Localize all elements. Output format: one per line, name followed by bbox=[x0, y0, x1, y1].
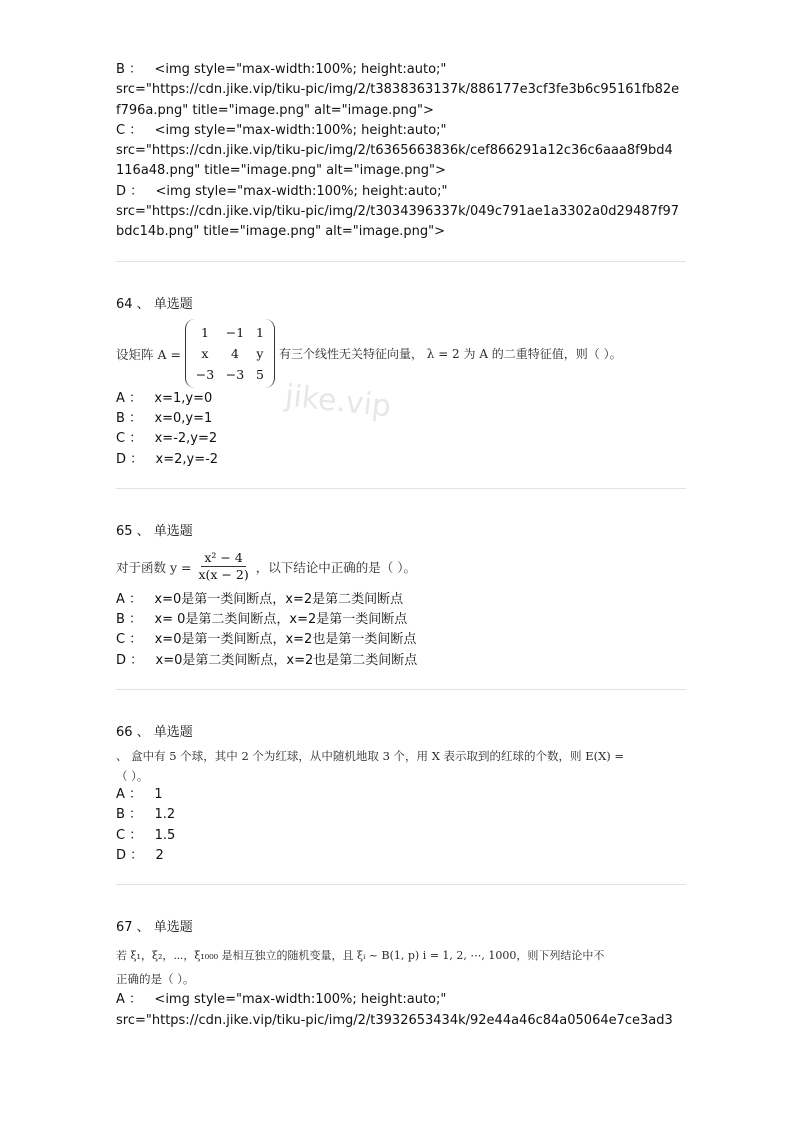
matrix-cell: 5 bbox=[255, 367, 264, 383]
divider bbox=[116, 884, 686, 885]
option-d-line: D ： <img style="max-width:100%; height:auto;" bbox=[116, 183, 448, 199]
question-67 bbox=[116, 918, 686, 1031]
matrix-a bbox=[185, 319, 275, 388]
question-stem: 、 盒中有 5 个球，其中 2 个为红球，从中随机地取 3 个，用 X 表示取到的红球的个数，则 E(X) = bbox=[116, 749, 625, 764]
option-b[interactable]: B ： x=0,y=1 bbox=[116, 410, 213, 426]
question-63-options bbox=[116, 60, 686, 243]
question-stem bbox=[116, 319, 686, 389]
option-b[interactable]: B ： 1.2 bbox=[116, 807, 176, 823]
fraction-numerator: x² − 4 bbox=[201, 550, 245, 567]
option-a-line[interactable]: A ： <img style="max-width:100%; height:auto;" bbox=[116, 992, 447, 1008]
stem-prefix: 对于函数 y = bbox=[116, 559, 192, 575]
option-b-line: src="https://cdn.jike.vip/tiku-pic/img/2/t3838363137k/886177e3cf3fe3b6c95161fb82e bbox=[116, 82, 680, 98]
question-header: 66 、 单选题 bbox=[116, 725, 193, 741]
option-c-line: 116a48.png" title="image.png" alt="image.png"> bbox=[116, 163, 446, 179]
matrix-cell: x bbox=[201, 346, 209, 362]
question-header: 65 、 单选题 bbox=[116, 523, 193, 539]
option-a[interactable]: A ： x=1,y=0 bbox=[116, 390, 213, 406]
option-a-line[interactable]: src="https://cdn.jike.vip/tiku-pic/img/2/t3932653434k/92e44a46c84a05064e7ce3ad3 bbox=[116, 1012, 673, 1028]
matrix-cell: −1 bbox=[225, 325, 245, 341]
question-header: 64 、 单选题 bbox=[116, 296, 193, 312]
option-a[interactable]: A ： x=0是第一类间断点，x=2是第二类间断点 bbox=[116, 591, 404, 607]
option-d[interactable]: D ： x=0是第二类间断点，x=2也是第二类间断点 bbox=[116, 652, 418, 668]
fraction-denominator: x(x − 2) bbox=[198, 567, 249, 583]
stem-suffix: ，以下结论中正确的是（ ）。 bbox=[255, 559, 416, 575]
matrix-cell: 1 bbox=[255, 325, 264, 341]
divider bbox=[116, 689, 686, 690]
option-d[interactable]: D ： 2 bbox=[116, 847, 164, 863]
stem-prefix: 设矩阵 A = bbox=[116, 346, 181, 362]
option-c-line: C ： <img style="max-width:100%; height:auto;" bbox=[116, 122, 447, 138]
option-d[interactable]: D ： x=2,y=-2 bbox=[116, 451, 219, 467]
matrix-cell: −3 bbox=[195, 367, 215, 383]
option-a[interactable]: A ： 1 bbox=[116, 787, 163, 803]
question-header: 67 、 单选题 bbox=[116, 920, 193, 936]
matrix-cell: y bbox=[256, 346, 264, 362]
option-d-line: src="https://cdn.jike.vip/tiku-pic/img/2/t3034396337k/049c791ae1a3302a0d29487f97 bbox=[116, 204, 680, 220]
question-stem bbox=[116, 544, 686, 590]
option-c[interactable]: C ： 1.5 bbox=[116, 827, 176, 843]
question-64 bbox=[116, 295, 686, 470]
option-b[interactable]: B ： x= 0是第二类间断点，x=2是第一类间断点 bbox=[116, 612, 408, 628]
matrix-cell: −3 bbox=[225, 367, 245, 383]
matrix-cell: 1 bbox=[200, 325, 209, 341]
question-page bbox=[116, 60, 686, 1031]
question-stem-cont: 正确的是（ ）。 bbox=[116, 972, 195, 987]
question-65 bbox=[116, 522, 686, 671]
option-c[interactable]: C ： x=-2,y=2 bbox=[116, 431, 218, 447]
divider bbox=[116, 261, 686, 262]
matrix-cell: 4 bbox=[230, 346, 239, 362]
option-b-line: B ： <img style="max-width:100%; height:auto;" bbox=[116, 62, 447, 77]
divider bbox=[116, 488, 686, 489]
option-c-line: src="https://cdn.jike.vip/tiku-pic/img/2/t6365663836k/cef866291a12c36c6aaa8f9bd4 bbox=[116, 143, 673, 159]
question-66 bbox=[116, 723, 686, 866]
question-stem-cont: （ ）。 bbox=[116, 769, 149, 784]
option-b-line: f796a.png" title="image.png" alt="image.png"> bbox=[116, 102, 434, 118]
question-stem: 若 ξ₁，ξ₂，⋯，ξ₁₀₀₀ 是相互独立的随机变量，且 ξᵢ ~ B(1, p) i = 1, 2, ⋯, 1000，则下列结论中不 bbox=[116, 949, 605, 963]
option-d-line: bdc14b.png" title="image.png" alt="image.png"> bbox=[116, 224, 445, 240]
fraction bbox=[195, 550, 251, 583]
option-c[interactable]: C ： x=0是第一类间断点，x=2也是第一类间断点 bbox=[116, 632, 417, 648]
watermark-text: jike.vip bbox=[283, 378, 393, 425]
stem-suffix: 有三个线性无关特征向量， λ = 2 为 A 的二重特征值，则（ ）。 bbox=[278, 347, 622, 362]
